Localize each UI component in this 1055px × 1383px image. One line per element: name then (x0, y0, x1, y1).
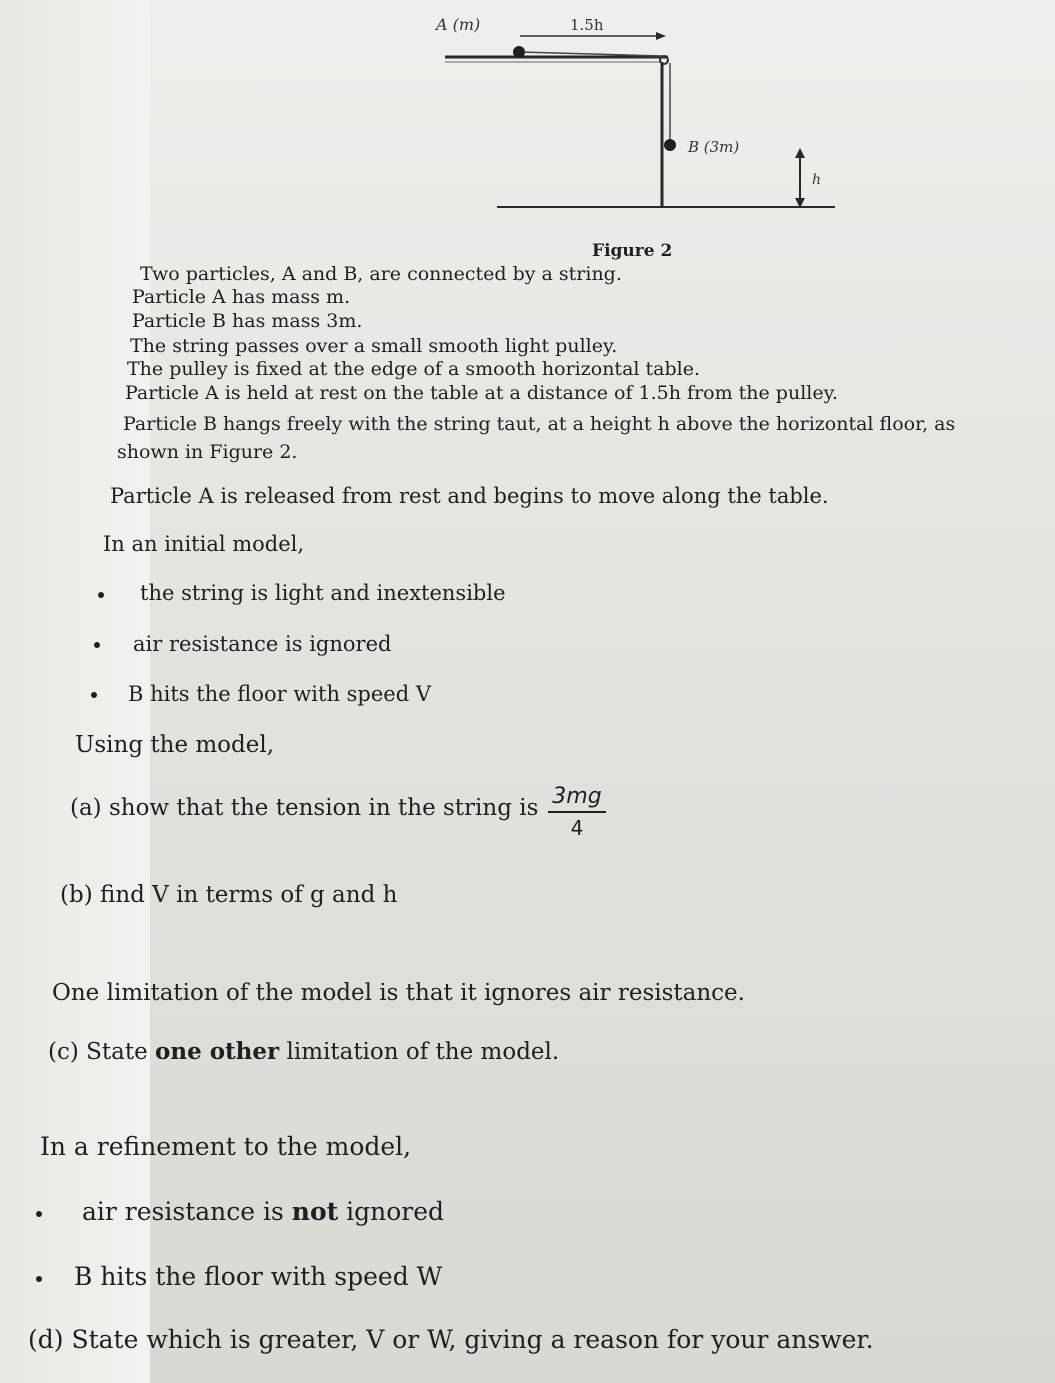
intro-line-4: The string passes over a small smooth light pulley. (130, 335, 618, 357)
bullet-3 (91, 692, 97, 698)
string-horizontal (520, 52, 664, 56)
refinement-bullet-1 (82, 1197, 444, 1226)
intro-line-5: The pulley is fixed at the edge of a smooth horizontal table. (127, 358, 700, 380)
part-c-suffix: limitation of the model. (279, 1039, 560, 1065)
intro-line-8: shown in Figure 2. (117, 441, 298, 463)
part-c-prefix: (c) State (48, 1039, 156, 1065)
limitation-text: One limitation of the model is that it ignores air resistance. (52, 980, 745, 1006)
bullet-5 (36, 1276, 42, 1282)
part-a-text: (a) show that the tension in the string is (70, 795, 539, 821)
refinement-bullet-2: B hits the floor with speed W (74, 1262, 443, 1291)
refinement-bullet-1-bold: not (291, 1197, 339, 1226)
intro-line-2: Particle A has mass m. (132, 286, 351, 308)
label-distance: 1.5h (570, 16, 604, 34)
fraction-numerator: 3mg (548, 784, 606, 813)
bullet-1 (98, 592, 104, 598)
label-b: B (3m) (688, 138, 740, 156)
intro-line-6: Particle A is held at rest on the table at a distance of 1.5h from the pulley. (125, 382, 838, 404)
figure-2-diagram (0, 0, 1055, 240)
part-b-text: (b) find V in terms of g and h (60, 882, 398, 908)
label-a: A (m) (436, 15, 481, 34)
intro-line-1: Two particles, A and B, are connected by a string. (140, 263, 622, 285)
height-arrow-up (795, 148, 805, 158)
initial-model-heading: In an initial model, (103, 532, 305, 556)
bullet-2 (94, 642, 100, 648)
intro-line-7: Particle B hangs freely with the string taut, at a height h above the horizontal floor, as (123, 413, 956, 435)
particle-b (664, 139, 676, 151)
refinement-heading: In a refinement to the model, (40, 1132, 412, 1161)
part-d-text: (d) State which is greater, V or W, giving a reason for your answer. (28, 1325, 874, 1354)
part-a-fraction (548, 784, 606, 840)
part-c-bold: one other (155, 1038, 280, 1065)
distance-arrow-head (656, 32, 666, 40)
using-model: Using the model, (75, 732, 275, 758)
particle-a (513, 46, 525, 58)
label-h: h (812, 172, 822, 188)
fraction-denominator: 4 (570, 816, 584, 840)
initial-bullet-1: the string is light and inextensible (140, 581, 506, 605)
bullet-4 (36, 1211, 42, 1217)
refinement-bullet-1-suffix: ignored (338, 1197, 445, 1226)
figure-caption-text: Figure 2 (592, 241, 673, 261)
initial-bullet-2: air resistance is ignored (133, 632, 392, 656)
release-text: Particle A is released from rest and begins to move along the table. (110, 484, 829, 508)
part-c-text (48, 1038, 559, 1065)
intro-line-3: Particle B has mass 3m. (132, 310, 363, 332)
refinement-bullet-1-prefix: air resistance is (82, 1197, 292, 1226)
initial-bullet-3: B hits the floor with speed V (128, 682, 432, 706)
